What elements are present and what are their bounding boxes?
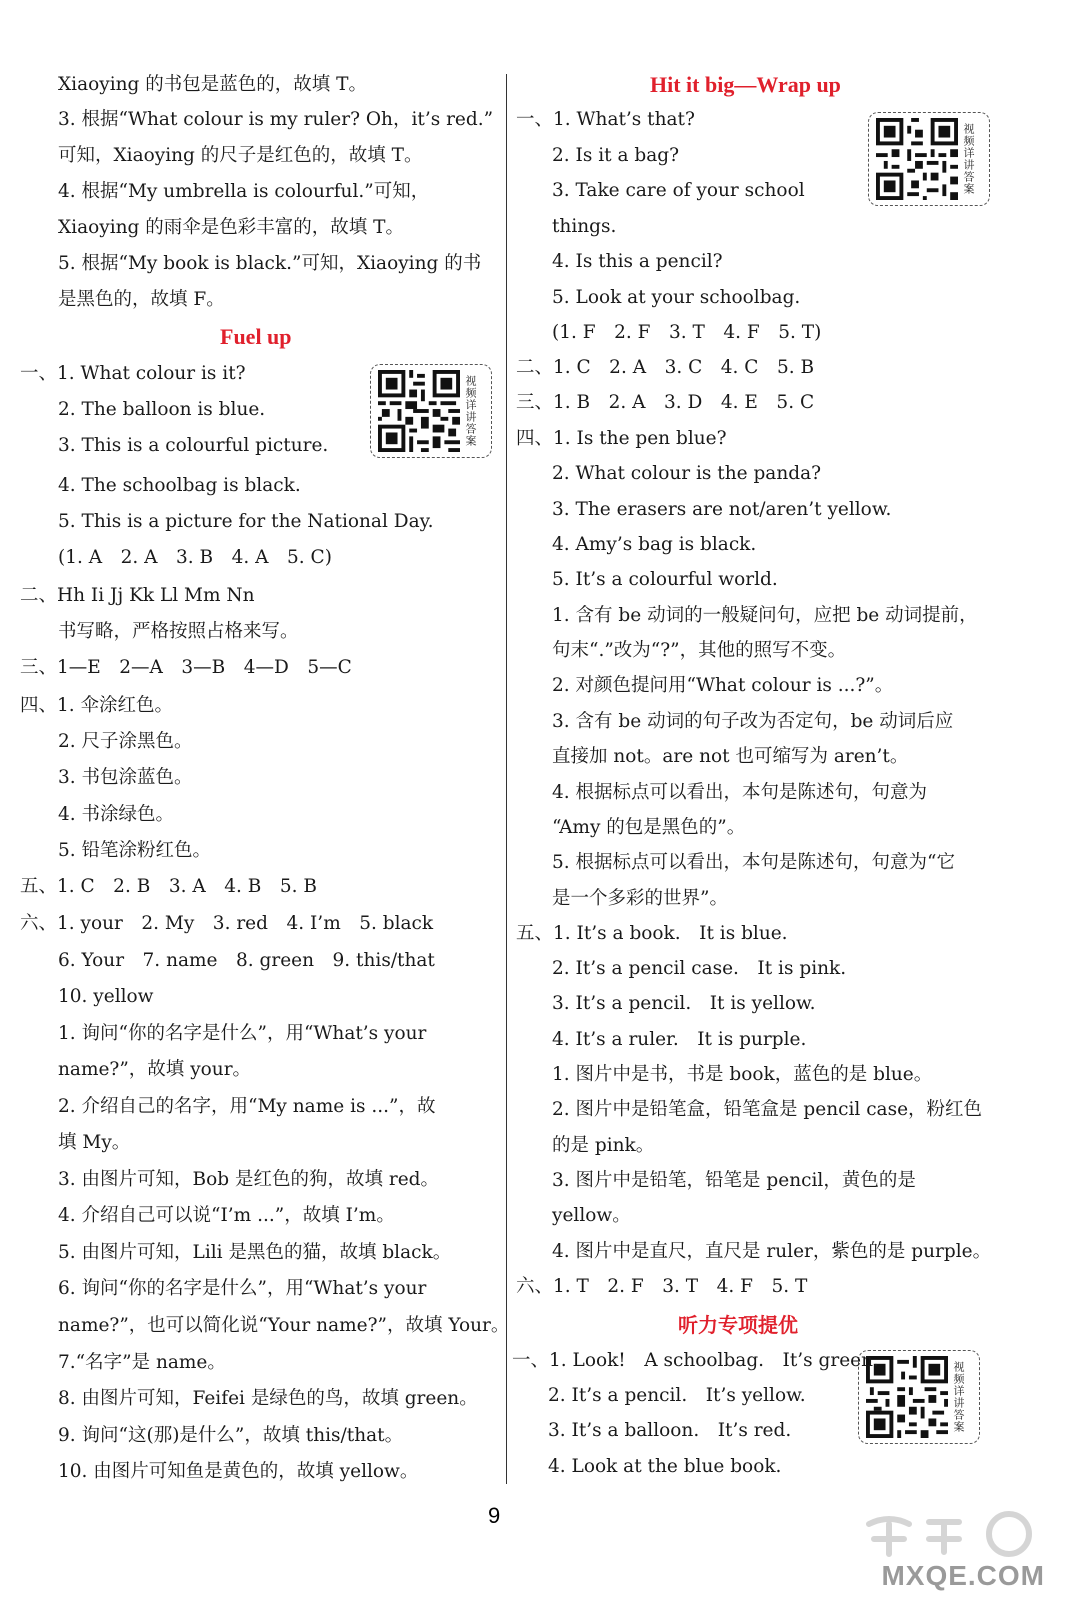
text-line: 3. The erasers are not/aren’t yellow. [552,499,892,520]
text-line: 3. Take care of your school [552,180,805,201]
text-line: 3. 根据“What colour is my ruler? Oh，it’s red.” [58,109,494,130]
text-line: 书写略，严格按照占格来写。 [58,621,299,642]
text-line: 2. Is it a bag? [552,145,679,166]
text-line: 4. It’s a ruler. It is purple. [552,1029,807,1050]
text-line: 4. Look at the blue book. [548,1456,782,1477]
text-line: 六、1. your 2. My 3. red 4. I’m 5. black [20,913,434,934]
text-line: 4. 书涂绿色。 [58,804,175,825]
text-line: 3. 书包涂蓝色。 [58,767,193,788]
text-line: “Amy 的包是黑色的”。 [552,817,746,838]
text-line: 2. It’s a pencil case. It is pink. [552,958,847,979]
text-line: 1. 含有 be 动词的一般疑问句，应把 be 动词提前， [552,605,978,626]
text-line: 4. 图片中是直尺，直尺是 ruler，紫色的是 purple。 [552,1241,992,1262]
text-line: name?”，也可以简化说“Your name?”，故填 Your。 [58,1315,510,1336]
text-line: yellow。 [552,1205,631,1226]
qr-code-wrap[interactable] [868,112,990,206]
text-line: 是黑色的，故填 F。 [58,289,225,310]
text-line: 可知，Xiaoying 的尺子是红色的，故填 T。 [58,145,423,166]
qr-code-icon [377,370,461,452]
text-line: 5. Look at your schoolbag. [552,287,801,308]
text-line: 5. 根据“My book is black.”可知，Xiaoying 的书 [58,253,482,274]
text-line: 2. 介绍自己的名字，用“My name is ...”，故 [58,1096,436,1117]
text-line: name?”，故填 your。 [58,1059,252,1080]
text-line: 一、1. Look! A schoolbag. It’s green. [512,1350,879,1371]
text-line: 句末“.”改为“?”，其他的照写不变。 [552,640,847,661]
section-heading-wrap-up: Hit it big—Wrap up [650,72,841,97]
text-line: 5. 由图片可知，Lili 是黑色的猫，故填 black。 [58,1242,452,1263]
text-line: 3. It’s a pencil. It is yellow. [552,993,816,1014]
qr-label: 视频详讲答案 [962,123,975,195]
text-line: 9. 询问“这(那)是什么”，故填 this/that。 [58,1425,404,1446]
text-line: 六、1. T 2. F 3. T 4. F 5. T [516,1276,808,1297]
text-line: 5. This is a picture for the National Day. [58,511,434,532]
qr-label: 视频详讲答案 [952,1361,965,1433]
text-line: 1. 询问“你的名字是什么”，用“What’s your [58,1023,427,1044]
text-line: (1. A 2. A 3. B 4. A 5. C) [58,547,332,568]
text-line: 填 My。 [58,1132,131,1153]
text-line: 4. Is this a pencil? [552,251,723,272]
text-line: 7.“名字”是 name。 [58,1352,226,1373]
text-line: 3. This is a colourful picture. [58,435,329,456]
text-line: 二、Hh Ii Jj Kk Ll Mm Nn [20,585,255,606]
text-line: things. [552,216,617,237]
text-line: 3. 由图片可知，Bob 是红色的狗，故填 red。 [58,1169,440,1190]
text-line: 二、1. C 2. A 3. C 4. C 5. B [516,357,815,378]
section-heading-listening: 听力专项提优 [678,1313,798,1337]
text-line: 10. 由图片可知鱼是黄色的，故填 yellow。 [58,1461,419,1482]
text-line: 4. Amy’s bag is black. [552,534,757,555]
text-line: 5. 根据标点可以看出，本句是陈述句，句意为“它 [552,852,955,873]
text-line: Xiaoying 的雨伞是色彩丰富的，故填 T。 [58,217,404,238]
qr-code-fuel[interactable] [370,364,492,458]
text-line: 3. 图片中是铅笔，铅笔是 pencil，黄色的是 [552,1170,916,1191]
text-line: 2. 对颜色提问用“What colour is ...?”。 [552,675,894,696]
text-line: 6. 询问“你的名字是什么”，用“What’s your [58,1278,427,1299]
qr-label: 视频详讲答案 [464,375,477,447]
text-line: 3. 含有 be 动词的句子改为否定句，be 动词后应 [552,711,954,732]
text-line: 2. What colour is the panda? [552,463,822,484]
text-line: 三、1—E 2—A 3—B 4—D 5—C [20,657,352,678]
text-line: 4. The schoolbag is black. [58,475,301,496]
text-line: (1. F 2. F 3. T 4. F 5. T) [552,322,822,343]
column-divider [506,74,507,1484]
text-line: 8. 由图片可知，Feifei 是绿色的鸟，故填 green。 [58,1388,478,1409]
text-line: 6. Your 7. name 8. green 9. this/that [58,950,435,971]
text-line: 1. 图片中是书，书是 book，蓝色的是 blue。 [552,1064,933,1085]
text-line: 的是 pink。 [552,1135,655,1156]
text-line: 2. 尺子涂黑色。 [58,731,193,752]
text-line: 2. 图片中是铅笔盒，铅笔盒是 pencil case，粉红色 [552,1099,983,1120]
text-line: 10. yellow [58,986,154,1007]
text-line: 四、1. 伞涂红色。 [20,695,174,716]
text-line: 五、1. C 2. B 3. A 4. B 5. B [20,876,317,897]
text-line: 5. 铅笔涂粉红色。 [58,840,212,861]
text-line: Xiaoying 的书包是蓝色的，故填 T。 [58,74,367,95]
text-line: 一、1. What colour is it? [20,363,246,384]
text-line: 4. 根据标点可以看出，本句是陈述句，句意为 [552,782,928,803]
watermark-url: MXQE.COM [881,1560,1045,1591]
text-line: 3. It’s a balloon. It’s red. [548,1420,792,1441]
text-line: 一、1. What’s that? [516,109,695,130]
qr-code-icon [875,118,959,200]
page-number: 9 [488,1503,501,1528]
section-heading-fuel-up: Fuel up [220,324,292,349]
text-line: 4. 根据“My umbrella is colourful.”可知， [58,181,430,202]
text-line: 5. It’s a colourful world. [552,569,778,590]
text-line: 直接加 not。are not 也可缩写为 aren’t。 [552,746,909,767]
text-line: 2. The balloon is blue. [58,399,266,420]
text-line: 四、1. Is the pen blue? [516,428,727,449]
text-line: 是一个多彩的世界”。 [552,888,728,909]
text-line: 2. It’s a pencil. It’s yellow. [548,1385,806,1406]
text-line: 三、1. B 2. A 3. D 4. E 5. C [516,392,815,413]
text-line: 五、1. It’s a book. It is blue. [516,923,788,944]
text-line: 4. 介绍自己可以说“I’m ...”，故填 I’m。 [58,1205,395,1226]
